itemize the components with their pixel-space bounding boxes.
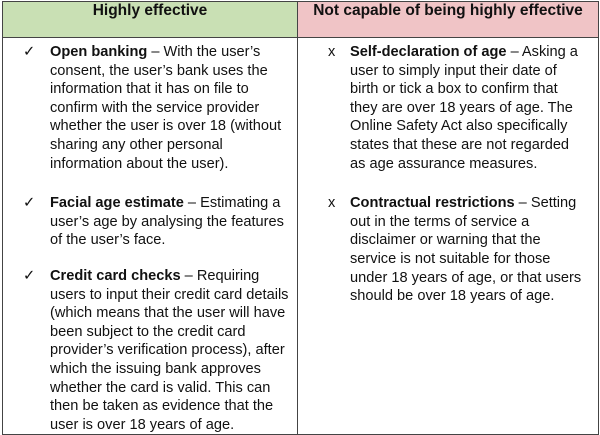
cross-icon: x (328, 195, 336, 212)
item-description (50, 194, 289, 250)
item-text: – Requiring users to input their credit card details (which means that the user will have been subject to the credit card provider’s verification process), after which the issuing bank approves whether the card is valid. This can then be taken as evidence that the user is over 18 years of age. (50, 267, 289, 433)
item-term: Facial age estimate (50, 195, 184, 212)
item-description (50, 43, 289, 173)
item-description (350, 43, 588, 173)
item-term: Self-declaration of age (350, 44, 507, 60)
list-item-open-banking (3, 43, 297, 173)
header-not-highly-effective: Not capable of being highly effective (298, 2, 599, 38)
item-term: Contractual restrictions (350, 195, 515, 212)
list-item-facial-age-estimate (3, 194, 297, 250)
age-assurance-table (2, 1, 599, 435)
checkmark-icon: ✓ (23, 267, 36, 284)
item-description (350, 194, 588, 306)
age-assurance-table-wrapper (2, 1, 596, 433)
body-row (3, 38, 599, 435)
item-term: Credit card checks (50, 267, 181, 284)
list-item-self-declaration (298, 43, 598, 173)
list-item-contractual-restrictions (298, 194, 598, 306)
item-text: – Setting out in the terms of service a disclaimer or warning that the service is not suitable for those under 18 years of age, or that users should be over 18 years of age. (350, 195, 582, 305)
item-text: – Estimating a user’s age by analysing the features of the user’s face. (50, 195, 284, 249)
list-item-credit-card-checks (3, 267, 297, 434)
header-row (3, 2, 599, 38)
checkmark-icon: ✓ (23, 195, 36, 212)
item-description (50, 267, 289, 434)
not-highly-effective-cell (298, 38, 599, 435)
checkmark-icon: ✓ (23, 44, 36, 60)
item-term: Open banking (50, 44, 148, 60)
item-text: – Asking a user to simply input their date of birth or tick a box to confirm that they are over 18 years of age. The Online Safety Act also specifically states that these are not regarded as age assurance measures. (350, 44, 578, 172)
header-highly-effective: Highly effective (3, 2, 298, 38)
item-text: – With the user’s consent, the user’s bank uses the information that it has on file to confirm with the service provider whether the user is over 18 (without sharing any other personal information about the user). (50, 44, 282, 172)
highly-effective-cell (3, 38, 298, 435)
cross-icon: x (328, 44, 336, 60)
